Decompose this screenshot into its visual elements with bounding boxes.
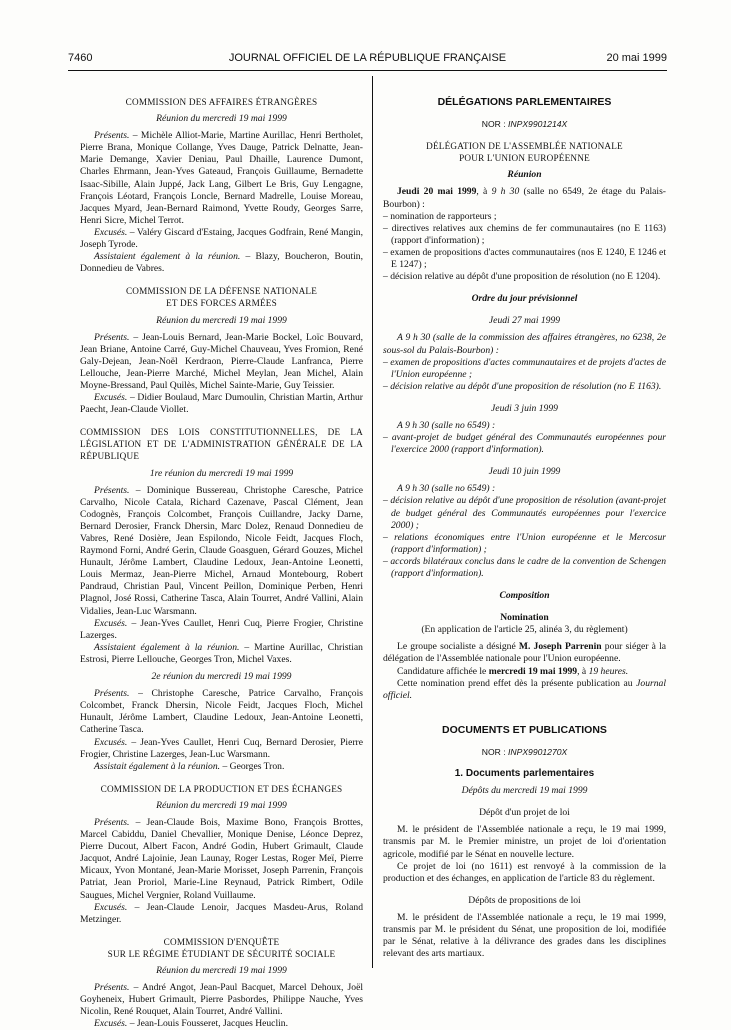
meeting-date-2: 2e réunion du mercredi 19 mai 1999 [151,671,292,683]
agenda-item: – directives relatives aux chemins de fer communautaires (no E 1163) (rapport d'information) ; [383,222,666,246]
commission-lois [80,426,363,773]
propositions-heading: Dépôts de propositions de loi [468,894,581,906]
section-title: COMMISSION D'ENQUÊTE [163,936,280,947]
agenda-item: – examen de propositions d'actes communautaires et de projets d'actes de l'Union européenne ; [383,356,666,380]
reunion-paragraph [383,186,666,210]
nominee-name: M. Joseph Parrenin [518,641,602,653]
candidature-text-a: Candidature affichée le [397,665,489,677]
meeting-date-1: 1re réunion du mercredi 19 mai 1999 [149,467,294,479]
delegation-title: DÉLÉGATION DE L'ASSEMBLÉE NATIONALE [426,141,623,152]
projet-heading: Dépôt d'un projet de loi [479,807,570,819]
presents-paragraph [80,982,363,1018]
agenda-date-2: Jeudi 3 juin 1999 [491,402,558,414]
excuses-label: Excusés. [94,617,128,629]
nor-code: INPX9901214X [508,119,568,130]
excuses-text: – Jean-Claude Lenoir, Jacques Masdeu-Arus, Roland Metzinger. [80,901,363,925]
presents-label: Présents. [94,982,130,994]
presents-text: – André Angot, Jean-Paul Bacquet, Marcel Dehoux, Joël Goyheneix, Hubert Grimault, Pierre Pasbordes, Philippe Nauche, Yves Nicolin, René Rouquet, Alain Tourret, André Vallini. [80,982,363,1018]
excuses-label: Excusés. [94,736,128,748]
section-title-line2: ET DES FORCES ARMÉES [166,298,277,309]
effet-paragraph [383,678,666,702]
candidature-time: 19 heures. [588,665,629,677]
agenda-date-3: Jeudi 10 juin 1999 [488,466,561,478]
presents-text: – Christophe Caresche, Patrice Carvalho, François Colcombet, Franck Dhersin, Nicole Feidt, Jacques Floch, Michel Hunault, Jérôme Lambert, Claudine Ledoux, Jean-Antoine Leonetti, Catherine Tasca. [80,688,363,736]
projet-paragraph-1: M. le président de l'Assemblée nationale a reçu, le 19 mai 1999, transmis par M. le Premier ministre, un projet de loi d'orientation agricole, modifié par le Sénat en nouvelle lecture. [383,824,666,860]
excuses-text: – Jean-Yves Caullet, Henri Cuq, Bernard Derosier, Pierre Frogier, Christine Lazerges, Jean-Luc Warsmann. [80,736,363,760]
column-divider [372,76,373,968]
presents-paragraph [80,332,363,392]
agenda-item: – nomination de rapporteurs ; [383,210,497,222]
assistait-text: – Martine Aurillac, Christian Estrosi, Pierre Lellouche, Georges Tron, Michel Vaxes. [80,641,363,665]
assistait-label: Assistaient également à la réunion. [94,251,241,263]
section-heading: DOCUMENTS ET PUBLICATIONS [442,723,607,736]
section-title: COMMISSION DES AFFAIRES ÉTRANGÈRES [125,97,318,107]
assistait-label: Assistait également à la réunion. [94,760,221,772]
commission-defense-nationale [80,285,363,416]
application-note: (En application de l'article 25, alinéa 3, du règlement) [421,624,628,636]
header-rule [68,70,667,71]
reunion-date: Jeudi 20 mai 1999 [397,186,477,198]
candidature-paragraph [383,666,666,678]
presents-text: – Jean-Claude Bois, Maxime Bono, François Brottes, Marcel Cabiddu, Daniel Chevallier, Monique Denise, Léonce Deprez, Pierre Ducout, Albert Facon, André Godin, Hubert Grimault, Claude Jacquot, André Lajoinie, Jean Launay, Roger Lestas, Roger Meï, Pierre Micaux, Yvon Montané, Jean-Marie Morisset, Joseph Parrenin, François Patriat, Jean Proriol, Marie-Line Reynaud, Patrick Rimbert, Odile Saugues, Michel Vergnier, Roland Vuillaume. [80,816,363,901]
excuses-paragraph [80,1018,363,1030]
delegations-parlementaires [383,96,666,702]
commission-enquete-securite-sociale [80,936,363,1030]
projet-paragraph-2: Ce projet de loi (no 1611) est renvoyé à la commission de la production et des échanges, en application de l'article 83 du règlement. [383,860,666,884]
left-column [80,96,363,1030]
agenda-date-1: Jeudi 27 mai 1999 [488,315,561,327]
agenda-item: – accords bilatéraux conclus dans le cadre de la convention de Schengen (rapport d'information). [383,555,666,579]
issue-date: 20 mai 1999 [606,52,667,64]
agenda-item: – décision relative au dépôt d'une proposition de résolution (avant-projet de budget général des Communautés européennes pour l'exercice 2000) ; [383,495,666,531]
section-heading: DÉLÉGATIONS PARLEMENTAIRES [437,96,612,108]
excuses-label: Excusés. [94,901,128,913]
nor-label: NOR : [481,746,506,757]
excuses-text: – Jean-Yves Caullet, Henri Cuq, Pierre Frogier, Christine Lazerges. [80,617,363,641]
agenda-item: – avant-projet de budget général des Communautés européennes pour l'exercice 2000 (rapport d'information). [383,432,666,456]
presents-paragraph [80,817,363,902]
presents-label: Présents. [94,816,130,828]
presents-label: Présents. [94,484,130,496]
subsection-title: 1. Documents parlementaires [454,768,595,780]
nomination-title: Nomination [500,612,549,624]
excuses-paragraph [80,902,363,926]
composition-title: Composition [499,590,550,602]
presents-text: – Michèle Alliot-Marie, Martine Aurillac, Henri Bertholet, Pierre Brana, Monique Collange, Yves Dauge, Patrick Delnatte, Jean-Marie Demange, Xavier Deniau, Paul Dhaille, Laurence Dumont, Charles Ehrmann, Jean-Yves Gateaud, François Guillaume, Bernadette Isaac-Sibille, Alain Juppé, Jack Lang, Gilbert Le Bris, Guy Lengagne, François Léotard, François Loncle, Bernard Madrelle, Louise Moreau, Jacques Myard, Jean-Bernard Raimond, Yvette Roudy, Georges Sarre, Henri Sicre, Michel Terrot. [80,130,363,226]
excuses-text: – Jean-Louis Fousseret, Jacques Heuclin. [127,1018,288,1030]
meeting-date: Réunion du mercredi 19 mai 1999 [156,965,287,976]
assistait-text: – Blazy, Boucheron, Boutin, Donnedieu de Vabres. [80,251,363,275]
commission-affaires-etrangeres [80,96,363,275]
reunion-text-a: , à [476,186,492,198]
assistait-paragraph-2 [80,761,363,773]
agenda-item: – relations économiques entre l'Union européenne et le Mercosur (rapport d'information) ; [383,531,666,555]
depots-date: Dépôts du mercredi 19 mai 1999 [461,785,588,797]
reunion-time: 9 h 30 [491,186,520,198]
section-title: COMMISSION DE LA DÉFENSE NATIONALE [125,286,318,297]
assistait-text: – Georges Tron. [220,760,285,772]
proposition-paragraph-1: M. le président de l'Assemblée nationale a reçu, le 19 mai 1999, transmis par M. le président du Sénat, une proposition de loi, modifiée par le Sénat, relative à la délivrance des grades dans les disciplines relevant des arts martiaux. [383,911,666,960]
reunion-text-b: (salle no 6549, 2e étage du Palais-Bourbon) : [383,186,666,210]
presents-paragraph [80,130,363,227]
effet-text: Cette nomination prend effet dès la présente publication au [397,677,637,689]
excuses-label: Excusés. [94,226,128,238]
excuses-text: – Valéry Giscard d'Estaing, Jacques Godfrain, René Mangin, Joseph Tyrode. [80,226,363,251]
excuses-text: – Didier Boulaud, Marc Dumoulin, Christian Martin, Arthur Paecht, Jean-Claude Viollet. [80,392,363,416]
presents-label: Présents. [94,331,130,343]
nor-label: NOR : [481,119,506,130]
presents-label: Présents. [94,130,130,142]
nomination-text-b: pour siéger à la délégation de l'Assemblée nationale pour l'Union européenne. [383,641,666,665]
excuses-paragraph [80,227,363,251]
page-header [68,52,667,68]
presents-paragraph-1 [80,485,363,618]
nor-reference [383,118,666,130]
agenda-item: – décision relative au dépôt d'une proposition de résolution (no E 1163). [383,380,662,392]
agenda-item: – examen de propositions d'actes communautaires (nos E 1240, E 1246 et E 1247) ; [383,246,666,271]
section-title: COMMISSION DES LOIS CONSTITUTIONNELLES, DE LA LÉGISLATION ET DE L'ADMINISTRATION GÉNÉRALE DE LA RÉPUBLIQUE [80,427,363,462]
section-title: COMMISSION DE LA PRODUCTION ET DES ÉCHANGES [100,783,343,794]
agenda-time-2: A 9 h 30 (salle no 6549) : [397,419,496,431]
commission-production-echanges [80,783,363,926]
journal-title: JOURNAL OFFICIEL DE LA RÉPUBLIQUE FRANÇAISE [228,52,507,64]
assistait-paragraph-1 [80,642,363,666]
excuses-label: Excusés. [94,1018,128,1030]
meeting-date: Réunion du mercredi 19 mai 1999 [156,113,287,125]
ordre-du-jour-title: Ordre du jour prévisionnel [471,293,578,305]
documents-publications [383,724,666,960]
candidature-text-b: , à [577,665,589,677]
nor-code: INPX9901270X [508,746,568,757]
presents-paragraph-2 [80,688,363,736]
delegation-title-line2: POUR L'UNION EUROPÉENNE [459,153,590,164]
section-title-line2: SUR LE RÉGIME ÉTUDIANT DE SÉCURITÉ SOCIALE [107,948,336,959]
candidature-date: mercredi 19 mai 1999 [488,665,578,677]
nor-reference [383,746,666,758]
excuses-paragraph [80,392,363,416]
page-number: 7460 [68,52,93,64]
agenda-time-1: A 9 h 30 (salle de la commission des affaires étrangères, no 6238, 2e sous-sol du Palais-Bourbon) : [383,332,666,356]
assistait-label: Assistaient également à la réunion. [94,641,240,653]
presents-label: Présents. [94,688,130,700]
excuses-label: Excusés. [94,392,128,404]
excuses-paragraph-2 [80,737,363,761]
excuses-paragraph-1 [80,618,363,642]
presents-text: – Dominique Bussereau, Christophe Caresche, Patrice Carvalho, Nicole Catala, Richard Cazenave, Pascal Clément, Jean Codognès, François Colcombet, François Cuillandre, Jacky Darne, Bernard Derosier, Franck Dhersin, Marc Dolez, Renaud Donnedieu de Vabres, René Dosière, Jean Espilondo, Nicole Feidt, Jacques Floch, Raymond Forni, André Gerin, Claude Goasguen, Gérard Gouzes, Michel Hunault, Jérôme Lambert, Claudine Ledoux, Jean-Antoine Leonetti, Louis Mermaz, Jean-Pierre Michel, Arnaud Montebourg, Robert Pandraud, Christian Paul, Vincent Peillon, Dominique Perben, Henri Plagnol, José Rossi, Catherine Tasca, Alain Tourret, André Vallini, Alain Vidalies, Jean-Luc Warsmann. [80,484,363,617]
right-column [383,96,666,960]
meeting-date: Réunion du mercredi 19 mai 1999 [156,799,287,811]
agenda-time-3: A 9 h 30 (salle no 6549) : [397,483,496,495]
nomination-paragraph [383,641,666,665]
presents-text: – Jean-Louis Bernard, Jean-Marie Bockel, Loïc Bouvard, Jean Briane, Antoine Carré, Guy-Michel Chauveau, Yves Fromion, René Galy-Dejean, Jean-Noël Kerdraon, Pierre-Claude Lanfranca, Pierre Lellouche, Jean-Pierre Marché, Michel Meylan, Jean Michel, Alain Moyne-Bressand, Paul Quilès, Michel Sainte-Marie, Guy Teissier. [80,331,363,391]
reunion-label: Réunion [507,169,542,181]
meeting-date: Réunion du mercredi 19 mai 1999 [156,314,287,326]
assistait-paragraph [80,251,363,275]
nomination-text-a: Le groupe socialiste a désigné [397,641,519,653]
journal-officiel-ref: Journal officiel. [383,677,666,701]
agenda-item: – décision relative au dépôt d'une proposition de résolution (no E 1204). [383,271,661,283]
